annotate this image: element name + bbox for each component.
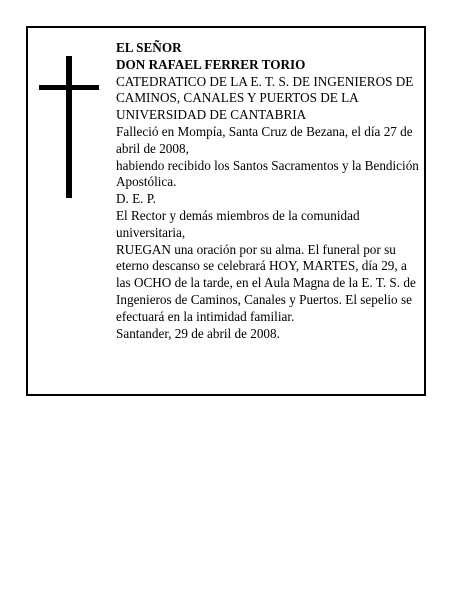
sacraments-text: habiendo recibido los Santos Sacramentos y la Bendición Apostólica. — [116, 157, 419, 190]
cross-horizontal-bar — [39, 85, 99, 90]
deceased-name: DON RAFAEL FERRER TORIO — [116, 56, 306, 72]
notice-heading: EL SEÑOR — [116, 40, 182, 55]
dep-text: D. E. P. — [116, 191, 156, 207]
notice-text-block — [116, 40, 424, 342]
obituary-notice — [26, 26, 426, 396]
cross-vertical-bar — [66, 56, 72, 198]
rector-text: El Rector y demás miembros de la comunidad universitaria, — [116, 207, 360, 240]
cross-icon — [39, 56, 99, 198]
place-date: Santander, 29 de abril de 2008. — [116, 325, 280, 341]
deceased-position: CATEDRATICO DE LA E. T. S. DE INGENIEROS DE CAMINOS, CANALES Y PUERTOS DE LA UNIVERSIDAD DE CANTABRIA — [116, 73, 414, 123]
funeral-request: RUEGAN una oración por su alma. El funeral por su eterno descanso se celebrará HOY, MARTES, día 29, a las OCHO de la tarde, en el Aula Magna de la E. T. S. de Ingenieros de Caminos, Canales y Puertos. El sepelio se efectuará en la intimidad familiar. — [116, 241, 416, 324]
death-details: Falleció en Mompía, Santa Cruz de Bezana, el día 27 de abril de 2008, — [116, 123, 413, 156]
